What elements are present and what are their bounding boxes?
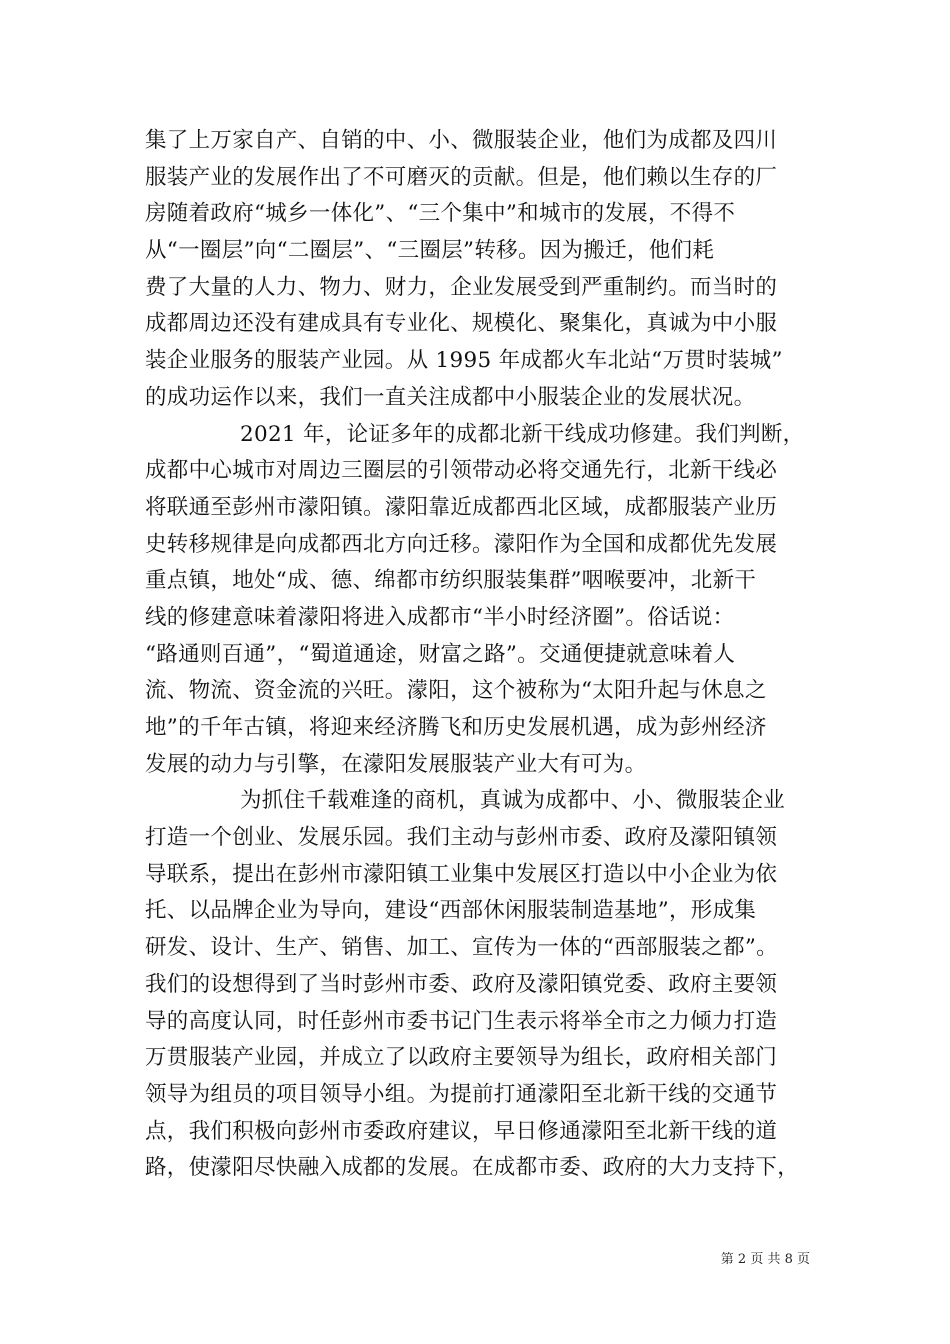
text-line: 成都周边还没有建成具有专业化、规模化、聚集化，真诚为中小服 bbox=[145, 311, 778, 337]
text-line: 研发、设计、生产、销售、加工、宣传为一体的“西部服装之都”。 bbox=[145, 935, 778, 961]
text-line: 从“一圈层”向“二圈层”、“三圈层”转移。因为搬迁，他们耗 bbox=[145, 238, 715, 264]
page-number-footer: 第 2 页 共 8 页 bbox=[720, 1252, 810, 1267]
paragraph-start-line: 为抓住千载难逢的商机，真诚为成都中、小、微服装企业 bbox=[240, 788, 786, 814]
text-line: 我们的设想得到了当时彭州市委、政府及濛阳镇党委、政府主要领 bbox=[145, 971, 778, 997]
text-line: 线的修建意味着濛阳将进入成都市“半小时经济圈”。俗话说： bbox=[145, 604, 735, 630]
text-line: 重点镇，地处“成、德、绵都市纺织服装集群”咽喉要冲，北新干 bbox=[145, 568, 757, 594]
text-line: 的成功运作以来，我们一直关注成都中小服装企业的发展状况。 bbox=[145, 384, 756, 410]
text-line: 地”的千年古镇，将迎来经济腾飞和历史发展机遇，成为彭州经济 bbox=[145, 715, 767, 740]
text-line: 万贯服装产业园，并成立了以政府主要领导为组长，政府相关部门 bbox=[145, 1045, 778, 1071]
text-line: 发展的动力与引擎，在濛阳发展服装产业大有可为。 bbox=[145, 751, 647, 777]
text-line: 托、以品牌企业为导向，建设“西部休闲服装制造基地”，形成集 bbox=[145, 898, 757, 924]
text-line: 点，我们积极向彭州市委政府建议，早日修通濛阳至北新干线的道 bbox=[145, 1118, 778, 1144]
text-line: 领导为组员的项目领导小组。为提前打通濛阳至北新干线的交通节 bbox=[145, 1081, 778, 1107]
paragraph-start-line: 2021 年，论证多年的成都北新干线成功修建。我们判断， bbox=[240, 421, 805, 447]
text-line: 导联系，提出在彭州市濛阳镇工业集中发展区打造以中小企业为依 bbox=[145, 861, 778, 887]
text-line: 将联通至彭州市濛阳镇。濛阳靠近成都西北区域，成都服装产业历 bbox=[145, 494, 778, 520]
text-line: 成都中心城市对周边三圈层的引领带动必将交通先行，北新干线必 bbox=[145, 458, 778, 484]
text-line: 导的高度认同，时任彭州市委书记门生表示将举全市之力倾力打造 bbox=[145, 1008, 778, 1034]
text-line: 房随着政府“城乡一体化”、“三个集中”和城市的发展，不得不 bbox=[145, 201, 736, 227]
text-line: 集了上万家自产、自销的中、小、微服装企业，他们为成都及四川 bbox=[145, 128, 778, 153]
text-line: 路，使濛阳尽快融入成都的发展。在成都市委、政府的大力支持下， bbox=[145, 1155, 800, 1181]
text-line: 服装产业的发展作出了不可磨灭的贡献。但是，他们赖以生存的厂 bbox=[145, 164, 778, 190]
text-line: 费了大量的人力、物力、财力，企业发展受到严重制约。而当时的 bbox=[145, 274, 778, 300]
body-text bbox=[145, 123, 825, 1187]
text-line: 装企业服务的服装产业园。从 1995 年成都火车北站“万贯时装城” bbox=[145, 348, 783, 374]
text-line: 史转移规律是向成都西北方向迁移。濛阳作为全国和成都优先发展 bbox=[145, 531, 778, 557]
text-line: 流、物流、资金流的兴旺。濛阳，这个被称为“太阳升起与休息之 bbox=[145, 678, 767, 704]
text-line: “路通则百通”，“蜀道通途，财富之路”。交通便捷就意味着人 bbox=[145, 641, 736, 667]
text-line: 打造一个创业、发展乐园。我们主动与彭州市委、政府及濛阳镇领 bbox=[145, 825, 778, 851]
